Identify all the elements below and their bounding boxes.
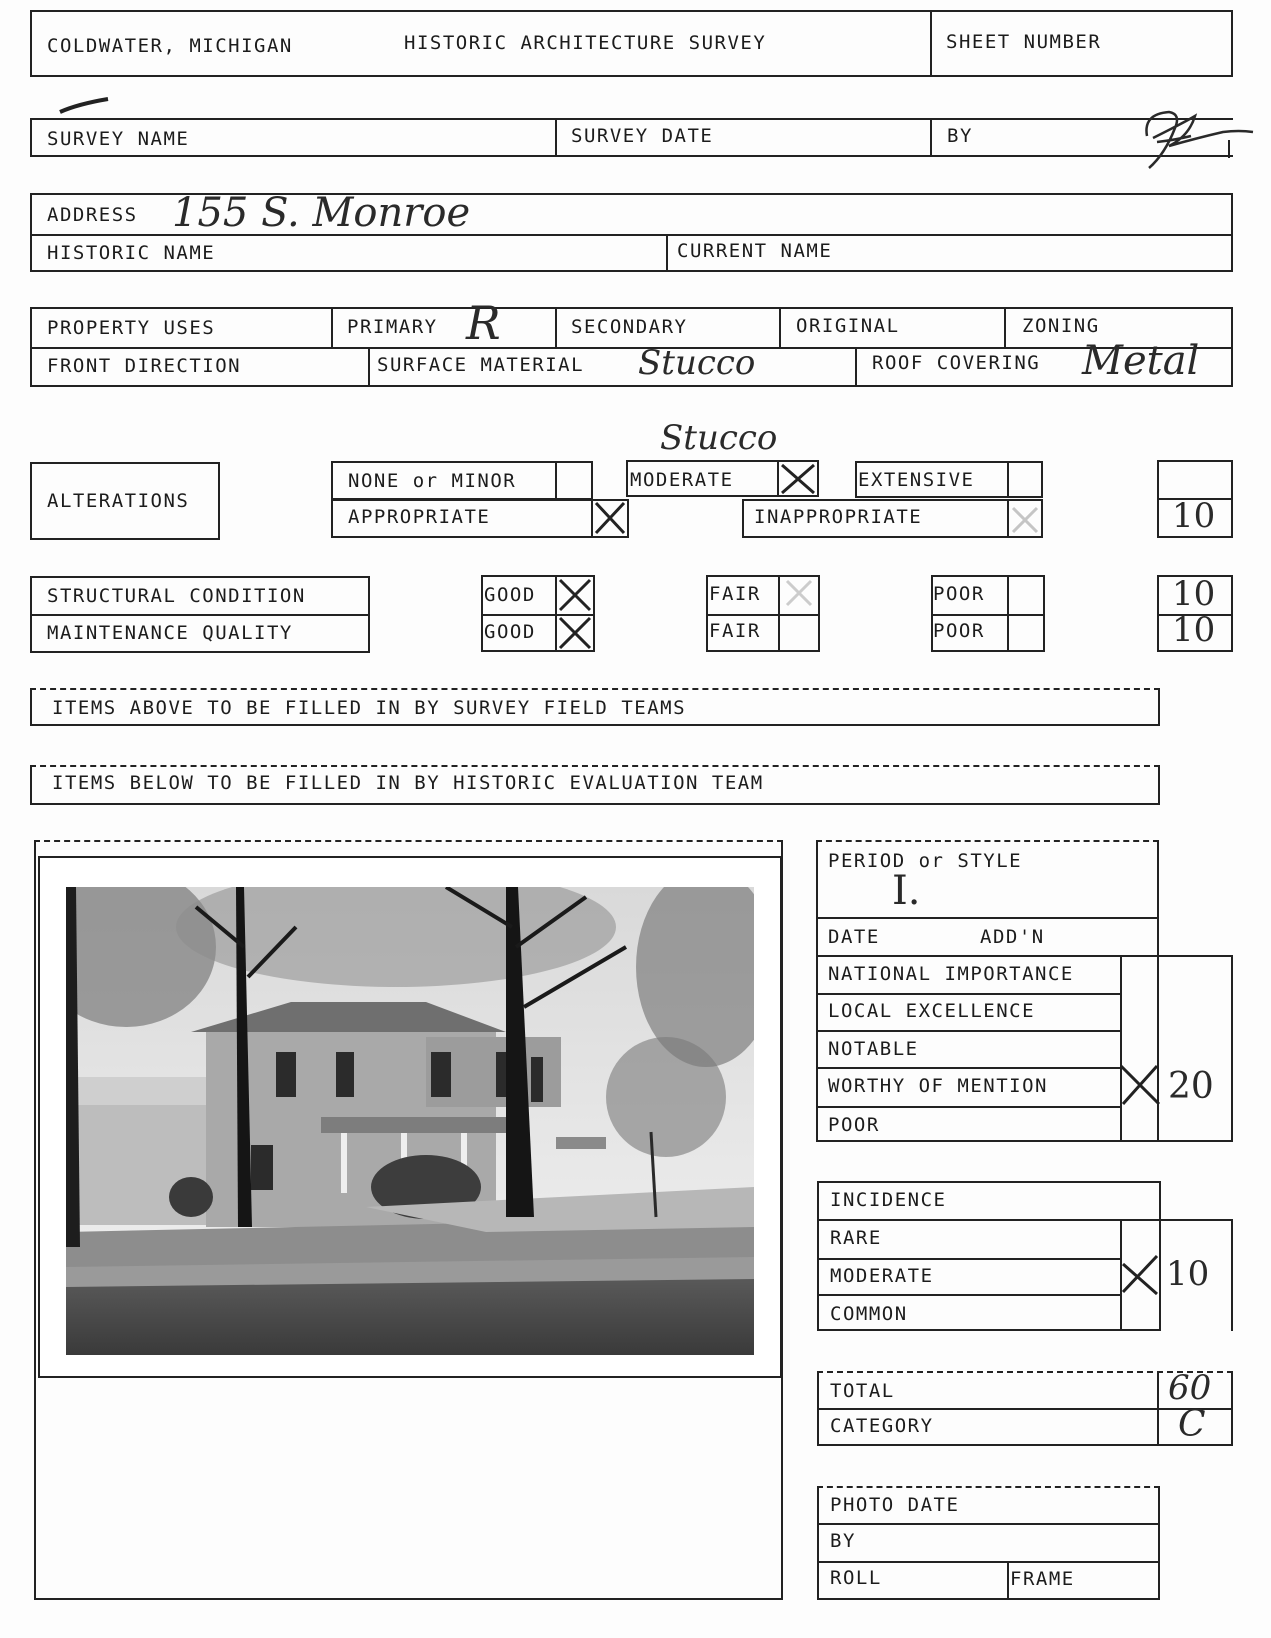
survey-name-label: SURVEY NAME <box>47 128 190 150</box>
category-label: CATEGORY <box>830 1415 934 1437</box>
primary-value: R <box>466 296 501 350</box>
category-value: C <box>1178 1404 1206 1445</box>
local-excellence-label: LOCAL EXCELLENCE <box>828 1000 1036 1022</box>
incidence-check-mark <box>1117 1252 1161 1296</box>
addn-label: ADD'N <box>980 926 1045 948</box>
roll-frame-divider <box>1007 1561 1009 1600</box>
header-divider <box>930 10 932 77</box>
extensive-check-divider <box>1007 461 1009 498</box>
zoning-label: ZONING <box>1022 315 1100 337</box>
property-col-2 <box>555 307 557 347</box>
maintenance-quality-label: MAINTENANCE QUALITY <box>47 622 293 644</box>
original-label: ORIGINAL <box>796 315 900 337</box>
property-col-6 <box>855 347 857 387</box>
incidence-label: INCIDENCE <box>830 1189 947 1211</box>
period-divider <box>816 917 1159 919</box>
worthy-score: 20 <box>1168 1066 1214 1107</box>
structural-fair-label: FAIR <box>709 583 761 605</box>
maintenance-good-check-mark <box>557 615 593 651</box>
importance-row-4 <box>816 1106 1120 1108</box>
appropriate-check-mark <box>593 500 627 536</box>
extensive-label: EXTENSIVE <box>858 469 975 491</box>
front-direction-label: FRONT DIRECTION <box>47 355 242 377</box>
fair-divider <box>706 614 820 616</box>
incidence-moderate-label: MODERATE <box>830 1265 934 1287</box>
roll-label: ROLL <box>830 1567 882 1589</box>
photo-by-label: BY <box>830 1530 856 1552</box>
maintenance-score: 10 <box>1172 610 1216 650</box>
worthy-of-mention-label: WORTHY OF MENTION <box>828 1075 1048 1097</box>
incidence-row-2 <box>817 1258 1120 1260</box>
property-uses-label: PROPERTY USES <box>47 317 216 339</box>
inappropriate-check-divider <box>1007 499 1009 538</box>
inappropriate-label: INAPPROPRIATE <box>754 506 923 528</box>
total-label: TOTAL <box>830 1380 895 1402</box>
incidence-score: 10 <box>1166 1254 1210 1294</box>
maintenance-fair-label: FAIR <box>709 620 761 642</box>
importance-row-3 <box>816 1067 1120 1069</box>
form-title: HISTORIC ARCHITECTURE SURVEY <box>404 32 767 54</box>
property-col-3 <box>779 307 781 347</box>
field-teams-notice: ITEMS ABOVE TO BE FILLED IN BY SURVEY FIELD TEAMS <box>52 697 687 719</box>
initials-signature <box>1135 102 1255 174</box>
photo-date-label: PHOTO DATE <box>830 1494 960 1516</box>
secondary-label: SECONDARY <box>571 316 688 338</box>
property-divider <box>30 347 1233 349</box>
structural-good-label: GOOD <box>484 584 536 606</box>
photo-info-row-2 <box>817 1561 1160 1563</box>
surface-material-label: SURFACE MATERIAL <box>377 354 585 376</box>
importance-row-2 <box>816 1030 1120 1032</box>
surface-material-value: Stucco <box>638 343 756 383</box>
structural-condition-label: STRUCTURAL CONDITION <box>47 585 306 607</box>
national-importance-label: NATIONAL IMPORTANCE <box>828 963 1074 985</box>
total-value: 60 <box>1168 1368 1212 1408</box>
poor-divider <box>931 614 1045 616</box>
condition-label-divider <box>30 614 370 616</box>
property-col-5 <box>368 347 370 387</box>
moderate-alteration-label: MODERATE <box>630 469 734 491</box>
city-label: COLDWATER, MICHIGAN <box>47 35 293 57</box>
worthy-check-mark <box>1117 1063 1163 1107</box>
primary-label: PRIMARY <box>347 316 438 338</box>
fair-erased-mark <box>784 578 814 608</box>
roof-covering-label: ROOF COVERING <box>872 352 1041 374</box>
address-value: 155 S. Monroe <box>172 190 471 236</box>
notable-label: NOTABLE <box>828 1038 919 1060</box>
address-label: ADDRESS <box>47 204 138 226</box>
survey-divider-1 <box>555 118 557 157</box>
date-label: DATE <box>828 926 880 948</box>
survey-divider-2 <box>930 118 932 157</box>
maintenance-poor-label: POOR <box>933 620 985 642</box>
alterations-score: 10 <box>1172 496 1216 536</box>
totals-score-divider <box>1157 1371 1159 1446</box>
historic-name-label: HISTORIC NAME <box>47 242 216 264</box>
house-photo <box>66 887 754 1355</box>
none-or-minor-label: NONE or MINOR <box>348 470 517 492</box>
alterations-note: Stucco <box>660 418 778 458</box>
appropriate-label: APPROPRIATE <box>348 506 491 528</box>
fair-check-divider <box>778 575 780 652</box>
evaluation-notice: ITEMS BELOW TO BE FILLED IN BY HISTORIC EVALUATION TEAM <box>52 772 764 794</box>
incidence-right-edge <box>1231 1219 1233 1331</box>
none-or-minor-check-divider <box>555 461 557 500</box>
period-style-value: I. <box>892 868 921 914</box>
roof-covering-value: Metal <box>1082 338 1200 384</box>
importance-score-column <box>1120 955 1233 1142</box>
sheet-number-label: SHEET NUMBER <box>946 31 1102 53</box>
maintenance-good-label: GOOD <box>484 621 536 643</box>
importance-row-1 <box>816 993 1120 995</box>
totals-divider <box>817 1408 1233 1410</box>
structural-score: 10 <box>1172 574 1216 614</box>
poor-check-divider <box>1007 575 1009 652</box>
period-style-label: PERIOD or STYLE <box>828 850 1023 872</box>
moderate-check-mark <box>779 462 817 496</box>
property-col-1 <box>331 307 333 347</box>
common-label: COMMON <box>830 1303 908 1325</box>
inappropriate-erased-mark <box>1010 505 1040 535</box>
incidence-row-1 <box>817 1219 1233 1221</box>
alterations-label: ALTERATIONS <box>47 490 190 512</box>
structural-poor-label: POOR <box>933 583 985 605</box>
survey-date-label: SURVEY DATE <box>571 125 714 147</box>
name-divider <box>666 234 668 272</box>
current-name-label: CURRENT NAME <box>677 240 833 262</box>
photo-info-row-1 <box>817 1523 1160 1525</box>
rare-label: RARE <box>830 1227 882 1249</box>
frame-label: FRAME <box>1010 1568 1075 1590</box>
incidence-row-3 <box>817 1294 1120 1296</box>
check-tick-mark <box>58 96 110 116</box>
property-col-4 <box>1004 307 1006 347</box>
evaluation-poor-label: POOR <box>828 1114 880 1136</box>
by-label: BY <box>947 125 973 147</box>
structural-good-check-mark <box>557 577 593 613</box>
